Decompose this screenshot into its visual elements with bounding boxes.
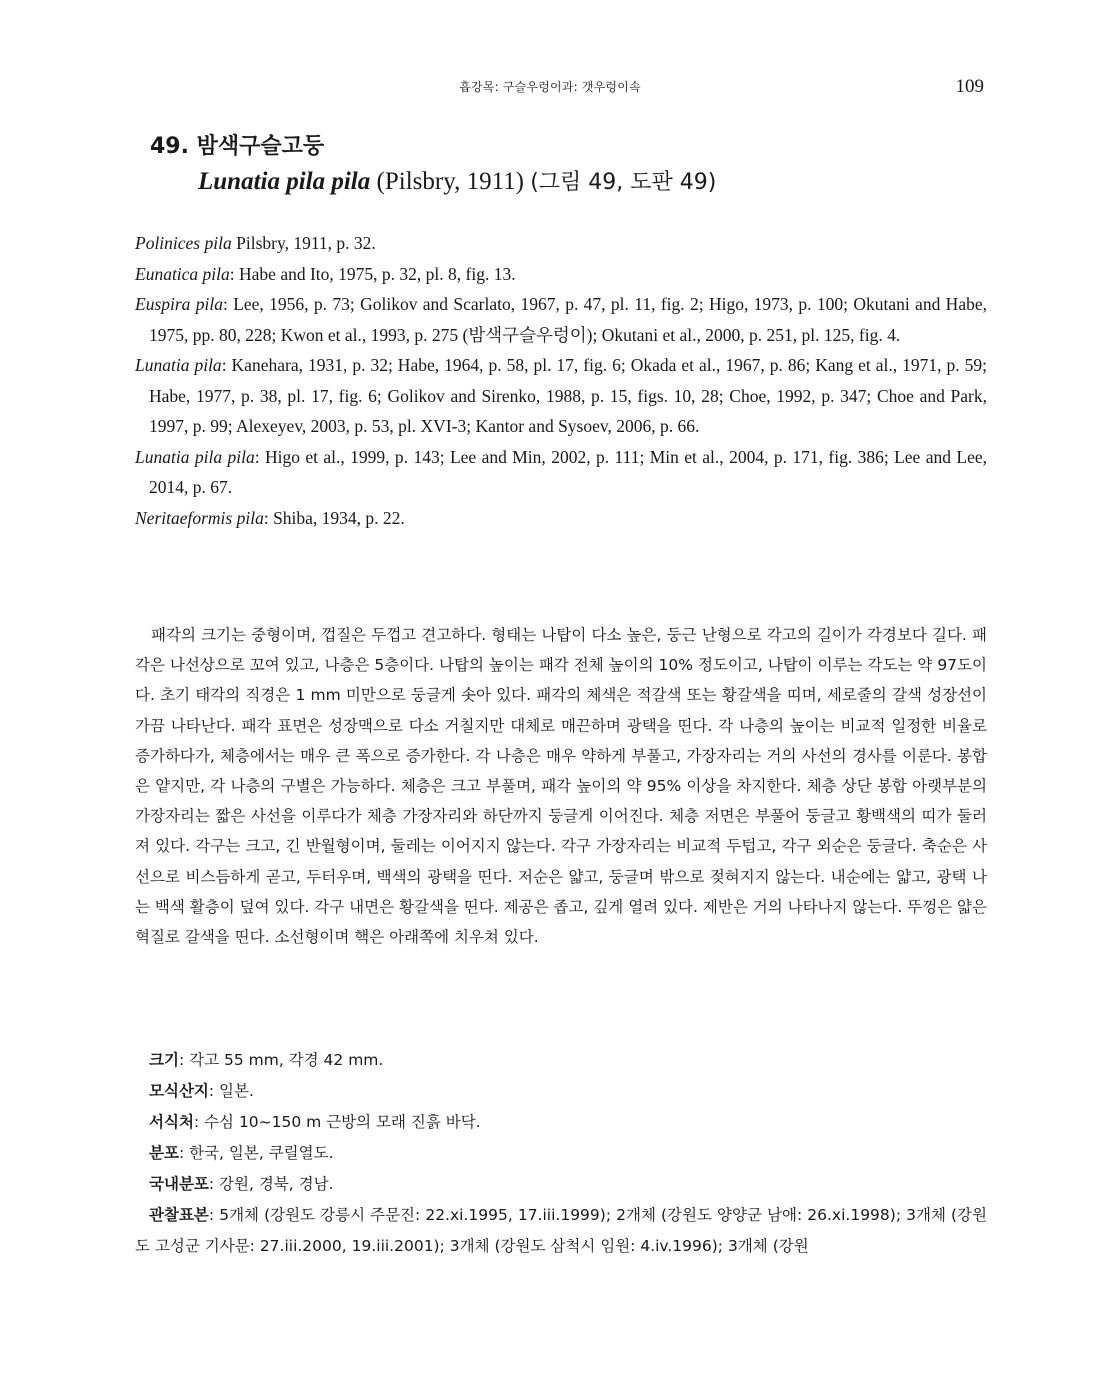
fact-size (135, 1045, 987, 1076)
fact-domestic-distribution (135, 1169, 987, 1200)
synonym-refs: : Kanehara, 1931, p. 32; Habe, 1964, p. 58, pl. 17, fig. 6; Okada et al., 1967, p. 86; Kang et al., 1971, p. 59; Habe, 1977, p. 38, pl. 17, fig. 6; Golikov and Sirenko, 1988, p. 15, figs. 10, 28; Choe, 1992, p. 347; Choe and Park, 1997, p. 99; Alexeyev, 2003, p. 53, pl. XVI-3; Kantor and Sysoev, 2006, p. 66. (149, 355, 987, 436)
fact-value: : 수심 10~150 m 근방의 모래 진흙 바닥. (193, 1113, 481, 1131)
fact-type-locality (135, 1076, 987, 1107)
species-heading (150, 130, 990, 201)
synonym-refs: Pilsbry, 1911, p. 32. (231, 233, 376, 253)
fact-value: : 한국, 일본, 쿠릴열도. (178, 1144, 334, 1162)
fact-value: : 각고 55 mm, 각경 42 mm. (178, 1051, 384, 1069)
synonym-entry (135, 503, 987, 534)
fact-value: : 일본. (208, 1082, 254, 1100)
page-number: 109 (955, 76, 984, 97)
synonym-refs: : Higo et al., 1999, p. 143; Lee and Min, 2002, p. 111; Min et al., 2004, p. 171, fig. 386; Lee and Lee, 2014, p. 67. (149, 446, 987, 497)
fact-label: 관찰표본 (149, 1206, 209, 1224)
synonym-refs: : Habe and Ito, 1975, p. 32, pl. 8, fig. 13. (229, 263, 516, 284)
fact-label: 국내분포 (149, 1175, 209, 1193)
fact-label: 모식산지 (149, 1082, 209, 1100)
synonym-name: Polinices pila (135, 233, 232, 253)
authority: (Pilsbry, 1911) (376, 168, 524, 195)
fact-value: : 강원, 경북, 경남. (208, 1175, 334, 1193)
description-paragraph: 패각의 크기는 중형이며, 껍질은 두껍고 견고하다. 형태는 나탑이 다소 높은, 둥근 난형으로 각고의 길이가 각경보다 길다. 패각은 나선상으로 꼬여 있고, 나층은 5층이다. 나탑의 높이는 패각 전체 높이의 10% 정도이고, 나탑이 이루는 각도는 약 97도이다. 초기 태각의 직경은 1 mm 미만으로 둥글게 솟아 있다. 패각의 체색은 적갈색 또는 황갈색을 띠며, 세로줄의 갈색 성장선이 가끔 나타난다. 패각 표면은 성장맥으로 다소 거칠지만 대체로 매끈하며 광택을 띤다. 각 나층의 높이는 비교적 일정한 비율로 증가하다가, 체층에서는 매우 큰 폭으로 증가한다. 각 나층은 매우 약하게 부풀고, 가장자리는 거의 사선의 경사를 이룬다. 봉합은 얕지만, 각 나층의 구별은 가능하다. 체층은 크고 부풀며, 패각 높이의 약 95% 이상을 차지한다. 체층 상단 봉합 아랫부분의 가장자리는 짧은 사선을 이루다가 체층 가장자리와 하단까지 둥글게 이어진다. 체층 저면은 부풀어 둥글고 황백색의 띠가 둘러져 있다. 각구는 크고, 긴 반월형이며, 둘레는 이어지지 않는다. 각구 가장자리는 비교적 두텁고, 각구 외순은 둥글다. 축순은 사선으로 비스듬하게 곧고, 두터우며, 백색의 광택을 띤다. 저순은 얇고, 둥글며 밖으로 젖혀지지 않는다. 내순에는 얇고, 광택 나는 백색 활층이 덮여 있다. 각구 내면은 황갈색을 띤다. 제공은 좁고, 깊게 열려 있다. 제반은 거의 나타나지 않는다. 뚜껑은 얇은 혁질로 갈색을 띤다. 소선형이며 핵은 아래쪽에 치우쳐 있다. (135, 626, 987, 947)
species-scientific-line (198, 164, 990, 201)
synonym-entry (135, 350, 987, 442)
synonym-refs: : Shiba, 1934, p. 22. (263, 507, 405, 528)
synonym-name: Neritaeformis pila (135, 507, 264, 528)
synonym-name: Lunatia pila (135, 355, 222, 375)
synonym-entry (135, 289, 987, 350)
scientific-name: Lunatia pila pila (198, 168, 371, 195)
synonym-refs: : Lee, 1956, p. 73; Golikov and Scarlato, 1967, p. 47, pl. 11, fig. 2; Higo, 1973, p. 100; Okutani and Habe, 1975, pp. 80, 228; Kwon et al., 1993, p. 275 (밤색구슬우렁이); Okutani et al., 2000, p. 251, pl. 125, fig. 4. (149, 294, 987, 345)
fact-habitat (135, 1107, 987, 1138)
synonymy-list (135, 228, 987, 533)
synonym-name: Euspira pila (135, 294, 223, 314)
fact-label: 크기 (149, 1051, 179, 1069)
species-facts (135, 1045, 987, 1262)
fact-distribution (135, 1138, 987, 1169)
fact-examined-specimens (135, 1200, 987, 1262)
synonym-entry (135, 228, 987, 259)
fact-label: 서식처 (149, 1113, 194, 1131)
running-head: 흡강목: 구슬우렁이과: 갯우렁이속 (459, 80, 641, 94)
fact-value: : 5개체 (강원도 강릉시 주문진: 22.xi.1995, 17.iii.1999); 2개체 (강원도 양양군 남애: 26.xi.1998); 3개체 (강원도 고성군 기사문: 27.iii.2000, 19.iii.2001); 3개체 (강원도 삼척시 임원: 4.iv.1996); 3개체 (강원 (135, 1206, 987, 1255)
figure-reference: (그림 49, 도판 49) (530, 170, 717, 195)
synonym-name: Eunatica pila (135, 263, 230, 284)
fact-label: 분포 (149, 1144, 179, 1162)
synonym-name: Lunatia pila pila (135, 446, 255, 467)
synonym-entry (135, 442, 987, 503)
synonym-entry (135, 259, 987, 290)
species-number-title: 49. 밤색구슬고둥 (150, 134, 325, 159)
